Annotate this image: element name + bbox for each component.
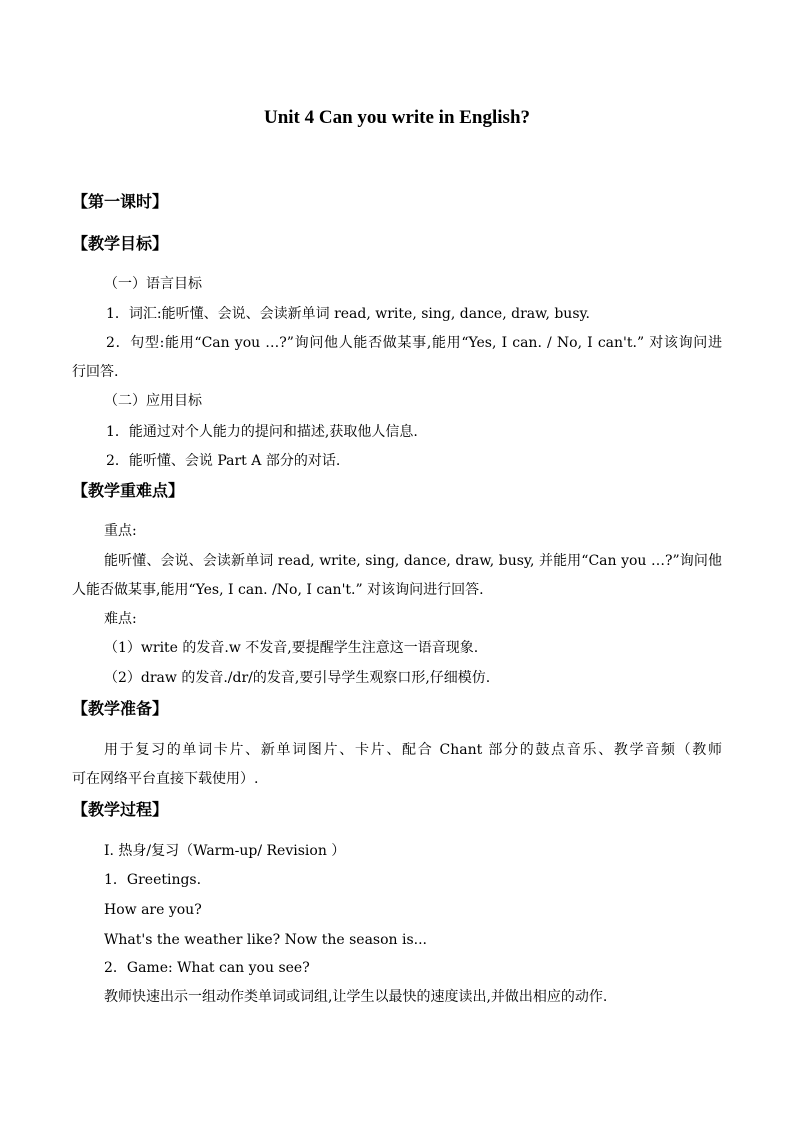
goals-subheading-application: （二）应用目标 [104,393,202,409]
process-question-weather: What's the weather like? Now the season is... [104,932,428,948]
process-instruction: 教师快速出示一组动作类单词或词组,让学生以最快的速度读出,并做出相应的动作. [104,989,608,1005]
process-heading: 【教学过程】 [72,800,169,819]
goals-item-sentence-cont: 行回答. [72,364,119,380]
process-item-game: 2．Game: What can you see? [104,960,310,976]
document-title: Unit 4 Can you write in English? [263,107,531,128]
difficulty-item-draw: （2）draw 的发音./dr/的发音,要引导学生观察口形,仔细模仿. [104,670,491,686]
period-heading: 【第一课时】 [72,192,169,211]
goals-item-vocabulary: 1．词汇:能听懂、会说、会读新单词 read, write, sing, dance, draw, busy. [106,306,591,322]
focus-text-cont: 人能否做某事,能用“Yes, I can. /No, I can't.” 对该询问进行回答. [72,582,484,598]
keypoints-heading: 【教学重难点】 [72,481,185,500]
process-question-how-are-you: How are you? [104,902,202,918]
preparation-text: 用于复习的单词卡片、新单词图片、卡片、配合 Chant 部分的鼓点音乐、教学音频（教师 [104,742,722,758]
focus-label: 重点: [104,523,137,539]
goals-item-dialogue: 2．能听懂、会说 Part A 部分的对话. [106,453,341,469]
goals-item-ability: 1．能通过对个人能力的提问和描述,获取他人信息. [106,424,418,440]
goals-subheading-language: （一）语言目标 [104,276,202,292]
goals-item-sentence: 2．句型:能用“Can you …?”询问他人能否做某事,能用“Yes, I can. / No, I can't.” 对该询问进 [106,335,722,351]
preparation-heading: 【教学准备】 [72,699,169,718]
goals-heading: 【教学目标】 [72,234,169,253]
difficulty-label: 难点: [104,611,137,627]
focus-text: 能听懂、会说、会读新单词 read, write, sing, dance, draw, busy, 并能用“Can you …?”询问他 [104,553,722,569]
difficulty-item-write: （1）write 的发音.w 不发音,要提醒学生注意这一语音现象. [104,640,479,656]
process-step-warmup: I. 热身/复习（Warm-up/ Revision ） [104,843,346,859]
process-item-greetings: 1．Greetings. [104,872,202,888]
preparation-text-cont: 可在网络平台直接下载使用）. [72,771,259,787]
